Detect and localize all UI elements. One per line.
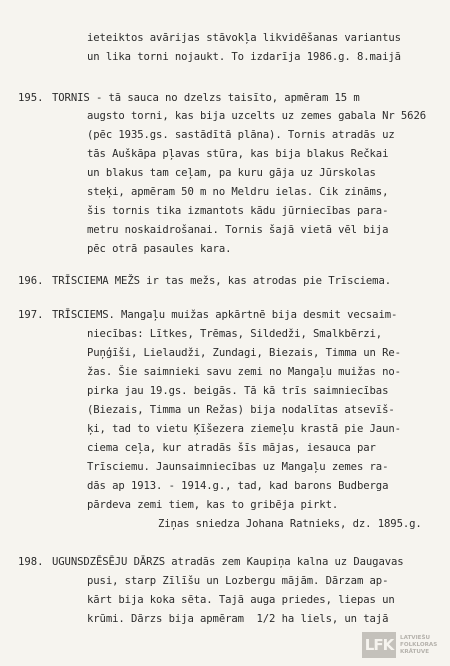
- text-line: Trīsciemu. Jaunsaimniecības uz Mangaļu zemes ra-: [87, 461, 389, 473]
- source-note: Ziņas sniedza Johana Ratnieks, dz. 1895.g.: [158, 518, 422, 530]
- text-line: un blakus tam ceļam, pa kuru gāja uz Jūrskolas: [87, 167, 376, 179]
- text-line: žas. Šie saimnieki savu zemi no Mangaļu muižas no-: [87, 366, 401, 378]
- text-line: kārt bija koka sēta. Tajā auga priedes, liepas un: [87, 594, 395, 606]
- text-line: (pēc 1935.gs. sastādītā plāna). Tornis atradās uz: [87, 129, 395, 141]
- text-line: dās ap 1913. - 1914.g., tad, kad barons Budberga: [87, 480, 389, 492]
- archive-stamp: [362, 632, 444, 658]
- text-line: ieteiktos avārijas stāvokļa likvidēšanas variantus: [87, 32, 401, 44]
- text-line: pusi, starp Zīlīšu un Lozbergu mājām. Dārzam ap-: [87, 575, 389, 587]
- text-line: TRĪSCIEMA MEŽS ir tas mežs, kas atrodas pie Trīsciema.: [52, 275, 392, 287]
- text-line: pirka jau 19.gs. beigās. Tā kā trīs saimniecības: [87, 385, 389, 397]
- text-line: tās Auškāpa pļavas stūra, kas bija blakus Rečkai: [87, 148, 389, 160]
- text-line: Puņģīši, Lielaudži, Zundagi, Biezais, Timma un Re-: [87, 347, 401, 359]
- text-line: ciema ceļa, kur atradās šīs mājas, iesauca par: [87, 442, 376, 454]
- entry-number: 195.: [18, 92, 44, 104]
- text-line: augsto torni, kas bija uzcelts uz zemes gabala Nr 5626: [87, 110, 427, 122]
- text-line: krūmi. Dārzs bija apmēram 1/2 ha liels, un tajā: [87, 613, 389, 625]
- text-line: steķi, apmēram 50 m no Meldru ielas. Cik zināms,: [87, 186, 389, 198]
- text-line: šis tornis tika izmantots kādu jūrniecības para-: [87, 205, 389, 217]
- text-line: ķi, tad to vietu Ķīšezera ziemeļu krastā pie Jaun-: [87, 423, 401, 435]
- entry-number: 198.: [18, 556, 44, 568]
- text-line: metru noskaidrošanai. Tornis šajā vietā vēl bija: [87, 224, 389, 236]
- text-line: TRĪSCIEMS. Mangaļu muižas apkārtnē bija desmit vecsaim-: [52, 309, 398, 321]
- text-line: pārdeva zemi tiem, kas to gribēja pirkt.: [87, 499, 339, 511]
- text-line: niecības: Lītkes, Trēmas, Sildedži, Smalkbērzi,: [87, 328, 383, 340]
- text-line: un lika torni nojaukt. To izdarīja 1986.g. 8.maijā: [87, 51, 401, 63]
- entry-number: 197.: [18, 309, 44, 321]
- entry-number: 196.: [18, 275, 44, 287]
- text-line: pēc otrā pasaules kara.: [87, 243, 232, 255]
- text-line: TORNIS - tā sauca no dzelzs taisīto, apmēram 15 m: [52, 92, 360, 104]
- archive-logo: LFK: [362, 632, 396, 658]
- archive-name: LATVIEŠU FOLKLORAS KRĀTUVE: [400, 634, 438, 655]
- text-line: (Biezais, Timma un Režas) bija nodalītas atsevīš-: [87, 404, 395, 416]
- text-line: UGUNSDZĒSĒJU DĀRZS atradās zem Kaupiņa kalna uz Daugavas: [52, 556, 404, 568]
